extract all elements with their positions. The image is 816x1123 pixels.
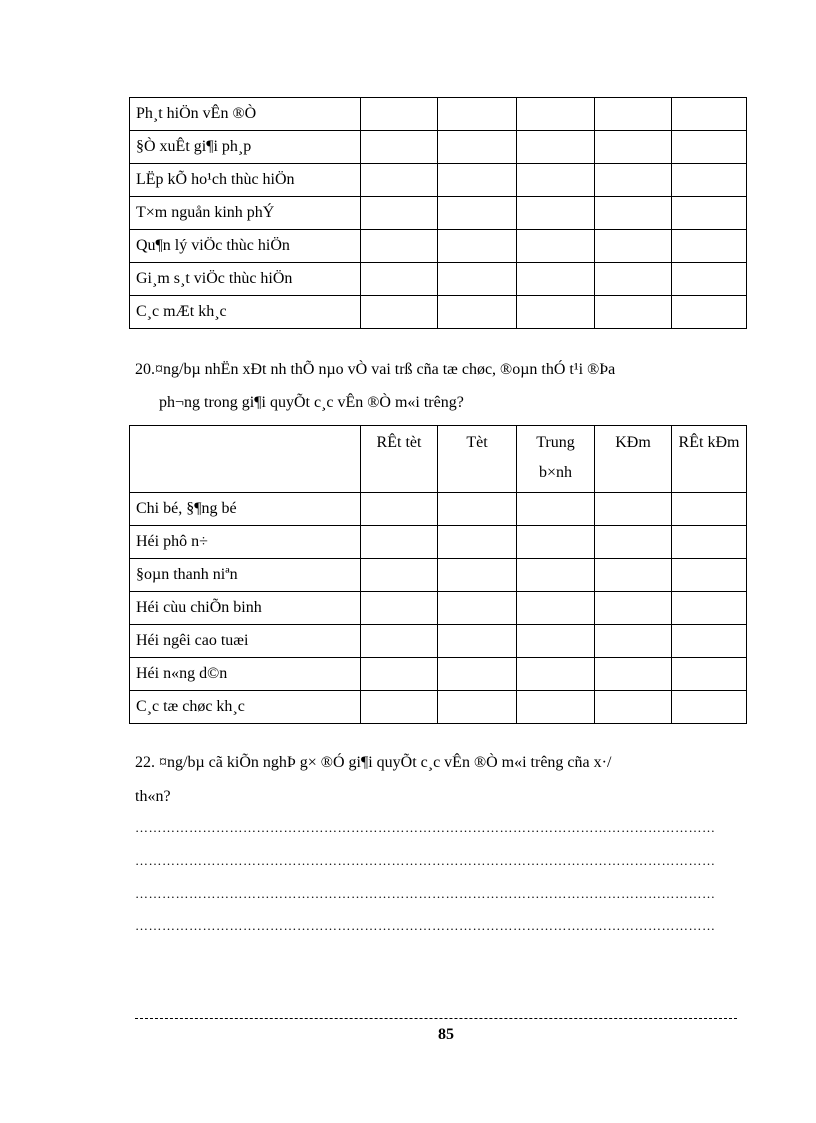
table-row bbox=[130, 493, 747, 526]
row-label: C¸c tæ chøc kh¸c bbox=[130, 691, 361, 724]
row-label: LËp kÕ ho¹ch thùc hiÖn bbox=[130, 164, 361, 197]
row-label: Héi cùu chiÕn binh bbox=[130, 592, 361, 625]
row-label: Héi n«ng d©n bbox=[130, 658, 361, 691]
header-good: Tèt bbox=[438, 426, 517, 493]
row-label: Gi¸m s¸t viÖc thùc hiÖn bbox=[130, 263, 361, 296]
row-label: Héi phô n÷ bbox=[130, 526, 361, 559]
row-label: C¸c mÆt kh¸c bbox=[130, 296, 361, 329]
row-label: Ph¸t hiÖn vÊn ®Ò bbox=[130, 98, 361, 131]
page-number: 85 bbox=[438, 1026, 454, 1043]
row-label: §oµn thanh niªn bbox=[130, 559, 361, 592]
question-20-line-2: ph¬ng trong gi¶i quyÕt c¸c vÊn ®Ò m«i trêng? bbox=[159, 394, 464, 411]
header-poor: KÐm bbox=[595, 426, 672, 493]
table-row bbox=[130, 691, 747, 724]
table-row bbox=[130, 658, 747, 691]
question-22-line-2: th«n? bbox=[135, 788, 171, 805]
table-row bbox=[130, 625, 747, 658]
table-row bbox=[130, 296, 747, 329]
answer-line-4: ………………………………………………………………………………………………………………… bbox=[135, 918, 716, 933]
table-row bbox=[130, 230, 747, 263]
header-very-good: RÊt tèt bbox=[361, 426, 438, 493]
question-20-line-1: 20.¤ng/bµ nhËn xÐt nh thÕ nµo vÒ vai trß cña tæ chøc, ®oµn thÓ t¹i ®Þa bbox=[135, 361, 616, 378]
answer-line-1: ………………………………………………………………………………………………………………… bbox=[135, 820, 716, 835]
row-label: §Ò xuÊt gi¶i ph¸p bbox=[130, 131, 361, 164]
table-row bbox=[130, 98, 747, 131]
organization-rating-table bbox=[129, 425, 747, 724]
table-row bbox=[130, 559, 747, 592]
row-label: Qu¶n lý viÖc thùc hiÖn bbox=[130, 230, 361, 263]
table-row bbox=[130, 592, 747, 625]
table-header-row bbox=[130, 426, 747, 493]
answer-line-3: ………………………………………………………………………………………………………………… bbox=[135, 886, 716, 901]
header-blank bbox=[130, 426, 361, 493]
table-row bbox=[130, 164, 747, 197]
header-very-poor: RÊt kÐm bbox=[672, 426, 747, 493]
row-label: Chi bé, §¶ng bé bbox=[130, 493, 361, 526]
answer-line-2: ………………………………………………………………………………………………………………… bbox=[135, 853, 716, 868]
header-average: Trung b×nh bbox=[517, 426, 595, 493]
table-row bbox=[130, 131, 747, 164]
question-22-line-1: 22. ¤ng/bµ cã kiÕn nghÞ g× ®Ó gi¶i quyÕt c¸c vÊn ®Ò m«i trêng cña x·/ bbox=[135, 754, 612, 771]
footer-divider bbox=[135, 1018, 737, 1019]
table-row bbox=[130, 526, 747, 559]
row-label: Héi ngêi cao tuæi bbox=[130, 625, 361, 658]
row-label: T×m nguån kinh phÝ bbox=[130, 197, 361, 230]
role-table bbox=[129, 97, 747, 329]
table-row bbox=[130, 263, 747, 296]
table-row bbox=[130, 197, 747, 230]
